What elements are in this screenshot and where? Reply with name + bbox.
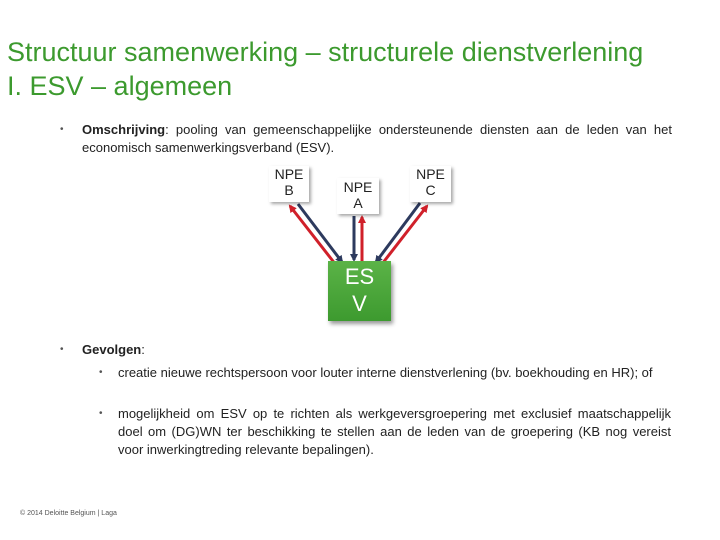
node-npe-a-line2: A: [353, 195, 363, 211]
node-esv-line1: ES: [344, 264, 375, 289]
node-esv-line2: V: [352, 291, 367, 316]
node-npe-b-line1: NPE: [274, 166, 304, 182]
node-npe-c: [410, 166, 451, 202]
node-npe-c-line1: NPE: [416, 166, 445, 182]
arrow-npe-c-to-esv: [376, 203, 420, 262]
gevolgen-item-1-text: creatie nieuwe rechtspersoon voor louter interne dienstverlening (bv. boekhouding en HR); of: [118, 365, 653, 380]
gevolgen-bullet: [60, 341, 672, 359]
omschrijving-label: Omschrijving: [82, 122, 166, 137]
sub-bullet-dot: •: [99, 367, 103, 378]
node-npe-b: [269, 166, 309, 202]
gevolgen-heading: [82, 341, 672, 359]
omschrijving-body: : pooling van gemeenschappelijke ondersteunende diensten aan de leden van het economisch samenwerkingsverband (ESV).: [82, 122, 672, 155]
gevolgen-label: Gevolgen: [82, 342, 142, 357]
gevolgen-item-2-text: mogelijkheid om ESV op te richten als werkgeversgroepering met exclusief maatschappelijk doel om (DG)WN ter beschikking te stellen aan de leden van de groepering (KB nog vereist voor inwerkingtreding relevante bepalingen).: [118, 406, 671, 457]
title-line-1: Structuur samenwerking – structurele dienstverlening: [7, 37, 644, 67]
bullet-dot: •: [60, 344, 64, 355]
bullet-dot: •: [60, 124, 64, 135]
sub-bullet-dot: •: [99, 408, 103, 419]
node-npe-b-line2: B: [284, 182, 294, 198]
gevolgen-item-2: [99, 405, 671, 459]
node-npe-a-line1: NPE: [343, 179, 373, 195]
gevolgen-item-1: [99, 364, 671, 382]
arrow-npe-b-to-esv: [298, 204, 342, 262]
node-npe-a: [337, 178, 379, 214]
footer-copyright: © 2014 Deloitte Belgium | Laga: [20, 510, 117, 517]
gevolgen-suffix: :: [141, 342, 145, 357]
node-esv: [328, 261, 391, 321]
node-npe-c-line2: C: [425, 182, 436, 198]
arrow-esv-to-npe-c: [382, 206, 427, 264]
title-line-2: I. ESV – algemeen: [7, 71, 233, 101]
arrow-esv-to-npe-b: [290, 206, 336, 265]
